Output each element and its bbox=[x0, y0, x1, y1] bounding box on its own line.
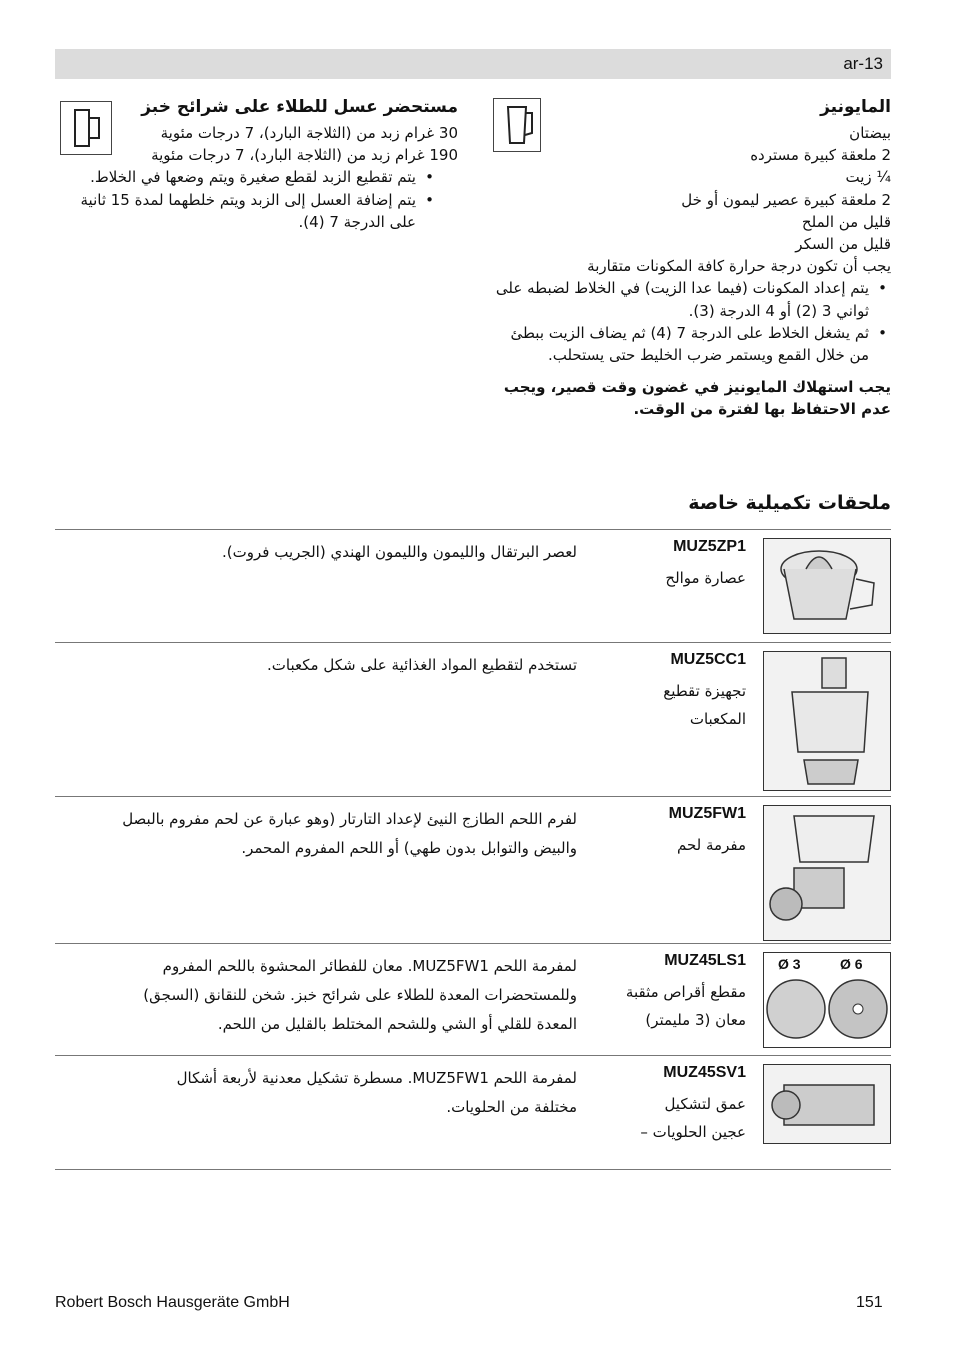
bread-line: 190 غرام زبد من (الثلاجة البارد)، 7 درجات مئوية bbox=[151, 146, 458, 165]
accessory-name: تجهيزة تقطيع المكعبات bbox=[663, 682, 746, 728]
accessories-title: ملحقات تكميلية خاصة bbox=[688, 492, 891, 514]
step: • يتم تقطيع الزبد لقطع صغيرة ويتم وضعها في الخلاط. bbox=[60, 166, 438, 188]
accessory-name: مقطع أقراص مثقبة معان (3 مليمتر) bbox=[625, 983, 746, 1029]
step: • ثم يشغل الخلاط على الدرجة 7 (4) ثم يضاف الزيت ببطئ من خلال القمع ويستمر ضرب الخليط حتى يستحلب. bbox=[493, 322, 891, 366]
mayonnaise-note: يجب استهلاك المايونيز في غضون وقت قصير، ويجب عدم الاحتفاظ بها لفترة من الوقت. bbox=[503, 378, 891, 419]
accessory-desc: تستخدم لتقطيع المواد الغذائية على شكل مكعبات. bbox=[267, 656, 577, 674]
accessory-row bbox=[55, 642, 891, 797]
mayonnaise-section bbox=[493, 95, 891, 421]
accessory-desc: لمفرمة اللحم MUZ5FW1. مسطرة تشكيل معدنية لأربعة أشكال مختلفة من الحلويات. bbox=[176, 1069, 577, 1116]
accessory-model: MUZ45SV1 bbox=[663, 1064, 746, 1081]
cookie-attachment-image bbox=[763, 1064, 891, 1144]
accessory-desc: لعصر البرتقال والليمون والليمون الهندي (الجريب فروت). bbox=[222, 543, 577, 561]
ingredient: قليل من السكر bbox=[795, 235, 891, 254]
mayonnaise-steps bbox=[493, 277, 891, 366]
disc-label: Ø 6 bbox=[840, 956, 863, 972]
dicer-image bbox=[763, 651, 891, 791]
step: • يتم إعداد المكونات (فيما عدا الزيت) في الخلاط لضبطه على ثواني 3 (2) أو 4 الدرجة (3). bbox=[493, 277, 891, 321]
perforated-discs-image bbox=[763, 952, 891, 1048]
accessory-name: عصارة موالح bbox=[665, 569, 746, 587]
meat-grinder-image bbox=[763, 805, 891, 941]
accessory-desc: لمفرمة اللحم MUZ5FW1. معان للفطائر المحشوة باللحم المفروم وللمستحضرات المعدة للطلاء على شرائح خبز. شخن للنقانق (السجق) المعدة للقلي أو الشي وللشحم المختلط بالقليل من اللحم. bbox=[143, 957, 577, 1033]
bottom-rule bbox=[55, 1169, 891, 1170]
mayonnaise-title: المايونيز bbox=[820, 97, 891, 117]
ingredient: يجب أن تكون درجة حرارة كافة المكونات متقاربة bbox=[587, 257, 891, 276]
footer-company: Robert Bosch Hausgeräte GmbH bbox=[55, 1294, 290, 1311]
accessory-row bbox=[55, 943, 891, 1056]
ingredient: 2 ملعقة كبيرة مسترده bbox=[750, 146, 891, 165]
ingredient: ¼ زيت bbox=[845, 168, 891, 187]
bread-title: مستحضر عسل للطلاء على شرائح خبز bbox=[141, 97, 458, 117]
step: • يتم إضافة العسل إلى الزبد ويتم خلطهما لمدة 15 ثانية على الدرجة 7 (4). bbox=[60, 189, 438, 233]
accessory-model: MUZ5CC1 bbox=[670, 651, 746, 668]
header-bar bbox=[55, 49, 891, 79]
ingredient: بيضتان bbox=[849, 124, 891, 142]
accessory-model: MUZ5FW1 bbox=[668, 805, 746, 822]
accessory-name: مفرمة لحم bbox=[677, 836, 746, 854]
ingredient: قليل من الملح bbox=[801, 212, 891, 231]
ingredient: 2 ملعقة كبيرة عصير ليمون أو خل bbox=[681, 190, 891, 209]
footer-page-number: 151 bbox=[856, 1294, 883, 1311]
accessory-row bbox=[55, 529, 891, 643]
accessory-row bbox=[55, 796, 891, 944]
bread-line: 30 غرام زبد من (الثلاجة البارد)، 7 درجات مئوية bbox=[160, 124, 458, 142]
bread-section bbox=[60, 95, 458, 233]
disc-label: Ø 3 bbox=[778, 956, 801, 972]
bread-steps bbox=[60, 166, 458, 233]
citrus-press-image bbox=[763, 538, 891, 634]
accessory-model: MUZ45LS1 bbox=[664, 952, 746, 969]
accessory-desc: لفرم اللحم الطازج النيئ لإعداد التارتار (وهو عبارة عن لحم مفروم بالبصل والبيض والتوابل بدون طهي) أو اللحم المفروم المحمر. bbox=[122, 810, 577, 857]
accessory-model: MUZ5ZP1 bbox=[673, 538, 746, 555]
page-code: ar-13 bbox=[843, 54, 883, 73]
accessory-name: عمق لتشكيل عجين الحلويات – bbox=[640, 1095, 746, 1141]
accessory-row bbox=[55, 1055, 891, 1170]
